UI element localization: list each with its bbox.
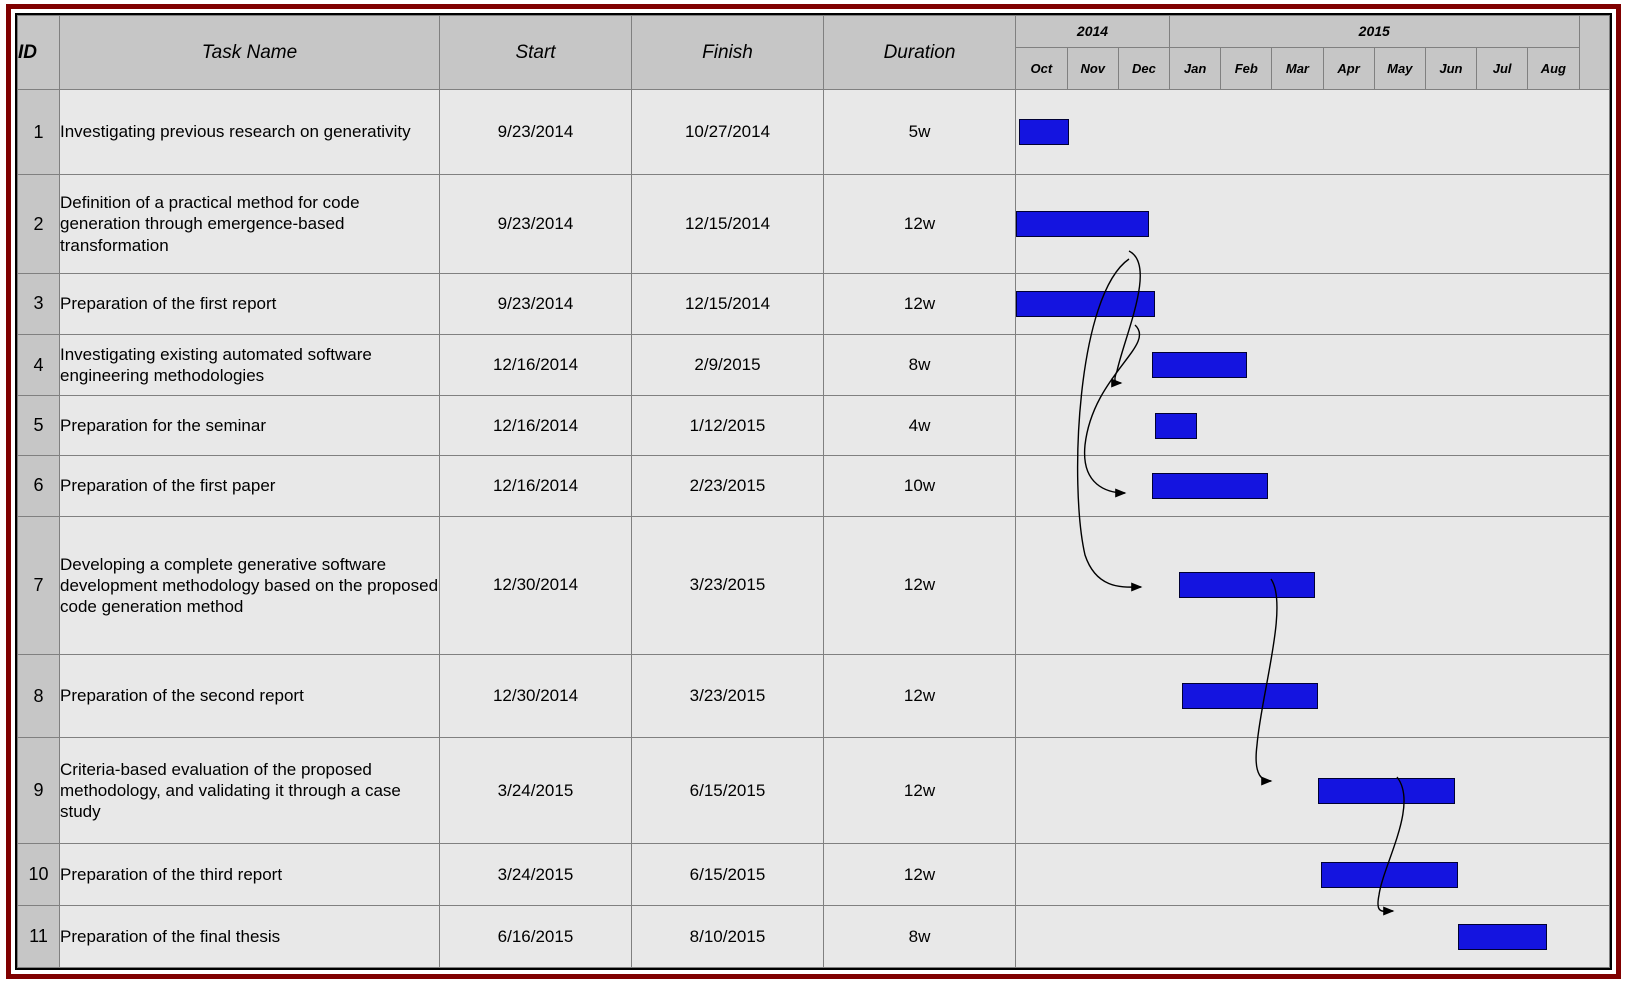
gantt-bar[interactable]	[1182, 683, 1318, 709]
row-duration: 12w	[824, 738, 1016, 844]
gantt-bar[interactable]	[1152, 473, 1268, 499]
gantt-table	[17, 15, 1610, 968]
row-id: 11	[18, 906, 60, 968]
table-row[interactable]	[18, 175, 1610, 274]
table-row[interactable]	[18, 456, 1610, 517]
row-task-name: Developing a complete generative software development methodology based on the proposed code generation method	[60, 516, 440, 654]
row-timeline	[1016, 274, 1610, 335]
row-id: 9	[18, 738, 60, 844]
row-task-name: Criteria-based evaluation of the proposed methodology, and validating it through a case study	[60, 738, 440, 844]
column-header-duration: Duration	[824, 16, 1016, 90]
row-start: 12/30/2014	[440, 655, 632, 738]
timeline-year-2014: 2014	[1016, 16, 1170, 47]
row-id: 5	[18, 396, 60, 456]
row-task-name: Definition of a practical method for code generation through emergence-based transformation	[60, 175, 440, 274]
row-id: 8	[18, 655, 60, 738]
row-start: 9/23/2014	[440, 90, 632, 175]
gantt-bar[interactable]	[1318, 778, 1454, 804]
row-finish: 2/23/2015	[632, 456, 824, 517]
row-timeline	[1016, 334, 1610, 396]
row-timeline	[1016, 844, 1610, 906]
row-timeline	[1016, 396, 1610, 456]
row-start: 9/23/2014	[440, 175, 632, 274]
timeline-month-feb: Feb	[1221, 47, 1272, 89]
row-id: 10	[18, 844, 60, 906]
row-timeline	[1016, 906, 1610, 968]
timeline-month-apr: Apr	[1323, 47, 1374, 89]
gantt-bar[interactable]	[1019, 119, 1069, 145]
gantt-bar[interactable]	[1016, 211, 1149, 237]
timeline-month-jun: Jun	[1425, 47, 1476, 89]
row-start: 9/23/2014	[440, 274, 632, 335]
row-id: 2	[18, 175, 60, 274]
row-finish: 8/10/2015	[632, 906, 824, 968]
row-id: 6	[18, 456, 60, 517]
row-id: 1	[18, 90, 60, 175]
row-duration: 12w	[824, 516, 1016, 654]
row-start: 12/16/2014	[440, 396, 632, 456]
column-header-finish: Finish	[632, 16, 824, 90]
row-finish: 12/15/2014	[632, 274, 824, 335]
row-task-name: Preparation of the final thesis	[60, 906, 440, 968]
row-finish: 6/15/2015	[632, 738, 824, 844]
table-row[interactable]	[18, 655, 1610, 738]
table-row[interactable]	[18, 516, 1610, 654]
timeline-month-aug: Aug	[1528, 47, 1579, 89]
timeline-month-jan: Jan	[1170, 47, 1221, 89]
row-timeline	[1016, 655, 1610, 738]
row-task-name: Investigating existing automated software engineering methodologies	[60, 334, 440, 396]
row-id: 4	[18, 334, 60, 396]
table-row[interactable]	[18, 334, 1610, 396]
table-row[interactable]	[18, 844, 1610, 906]
row-duration: 12w	[824, 175, 1016, 274]
gantt-container	[15, 13, 1612, 970]
row-finish: 10/27/2014	[632, 90, 824, 175]
timeline-month-mar: Mar	[1272, 47, 1323, 89]
row-duration: 4w	[824, 396, 1016, 456]
row-timeline	[1016, 175, 1610, 274]
row-finish: 6/15/2015	[632, 844, 824, 906]
row-timeline	[1016, 90, 1610, 175]
row-finish: 1/12/2015	[632, 396, 824, 456]
table-row[interactable]	[18, 738, 1610, 844]
row-duration: 8w	[824, 906, 1016, 968]
row-start: 12/16/2014	[440, 456, 632, 517]
row-start: 6/16/2015	[440, 906, 632, 968]
timeline-year-2015: 2015	[1170, 16, 1579, 47]
row-task-name: Investigating previous research on generativity	[60, 90, 440, 175]
table-row[interactable]	[18, 90, 1610, 175]
table-row[interactable]	[18, 396, 1610, 456]
table-row[interactable]	[18, 906, 1610, 968]
row-start: 12/16/2014	[440, 334, 632, 396]
row-finish: 2/9/2015	[632, 334, 824, 396]
row-duration: 8w	[824, 334, 1016, 396]
row-duration: 5w	[824, 90, 1016, 175]
gantt-bar[interactable]	[1152, 352, 1247, 378]
gantt-bar[interactable]	[1016, 291, 1155, 317]
row-task-name: Preparation for the seminar	[60, 396, 440, 456]
timeline-month-may: May	[1374, 47, 1425, 89]
column-header-id: ID	[18, 16, 60, 90]
row-duration: 12w	[824, 274, 1016, 335]
row-task-name: Preparation of the first paper	[60, 456, 440, 517]
row-timeline	[1016, 738, 1610, 844]
row-finish: 12/15/2014	[632, 175, 824, 274]
row-duration: 10w	[824, 456, 1016, 517]
gantt-bar[interactable]	[1155, 413, 1197, 439]
row-finish: 3/23/2015	[632, 655, 824, 738]
gantt-bar[interactable]	[1458, 924, 1547, 950]
row-start: 12/30/2014	[440, 516, 632, 654]
timeline-month-dec: Dec	[1118, 47, 1169, 89]
column-header-task-name: Task Name	[60, 16, 440, 90]
row-task-name: Preparation of the first report	[60, 274, 440, 335]
timeline-month-nov: Nov	[1067, 47, 1118, 89]
gantt-bar[interactable]	[1179, 572, 1315, 598]
row-timeline	[1016, 516, 1610, 654]
table-row[interactable]	[18, 274, 1610, 335]
row-duration: 12w	[824, 844, 1016, 906]
timeline-month-jul: Jul	[1477, 47, 1528, 89]
row-timeline	[1016, 456, 1610, 517]
row-id: 3	[18, 274, 60, 335]
gantt-rows	[18, 90, 1610, 968]
timeline-month-oct: Oct	[1016, 47, 1067, 89]
row-task-name: Preparation of the third report	[60, 844, 440, 906]
column-header-start: Start	[440, 16, 632, 90]
chart-frame	[6, 4, 1621, 979]
row-task-name: Preparation of the second report	[60, 655, 440, 738]
row-start: 3/24/2015	[440, 738, 632, 844]
row-finish: 3/23/2015	[632, 516, 824, 654]
gantt-bar[interactable]	[1321, 862, 1457, 888]
row-id: 7	[18, 516, 60, 654]
row-start: 3/24/2015	[440, 844, 632, 906]
row-duration: 12w	[824, 655, 1016, 738]
